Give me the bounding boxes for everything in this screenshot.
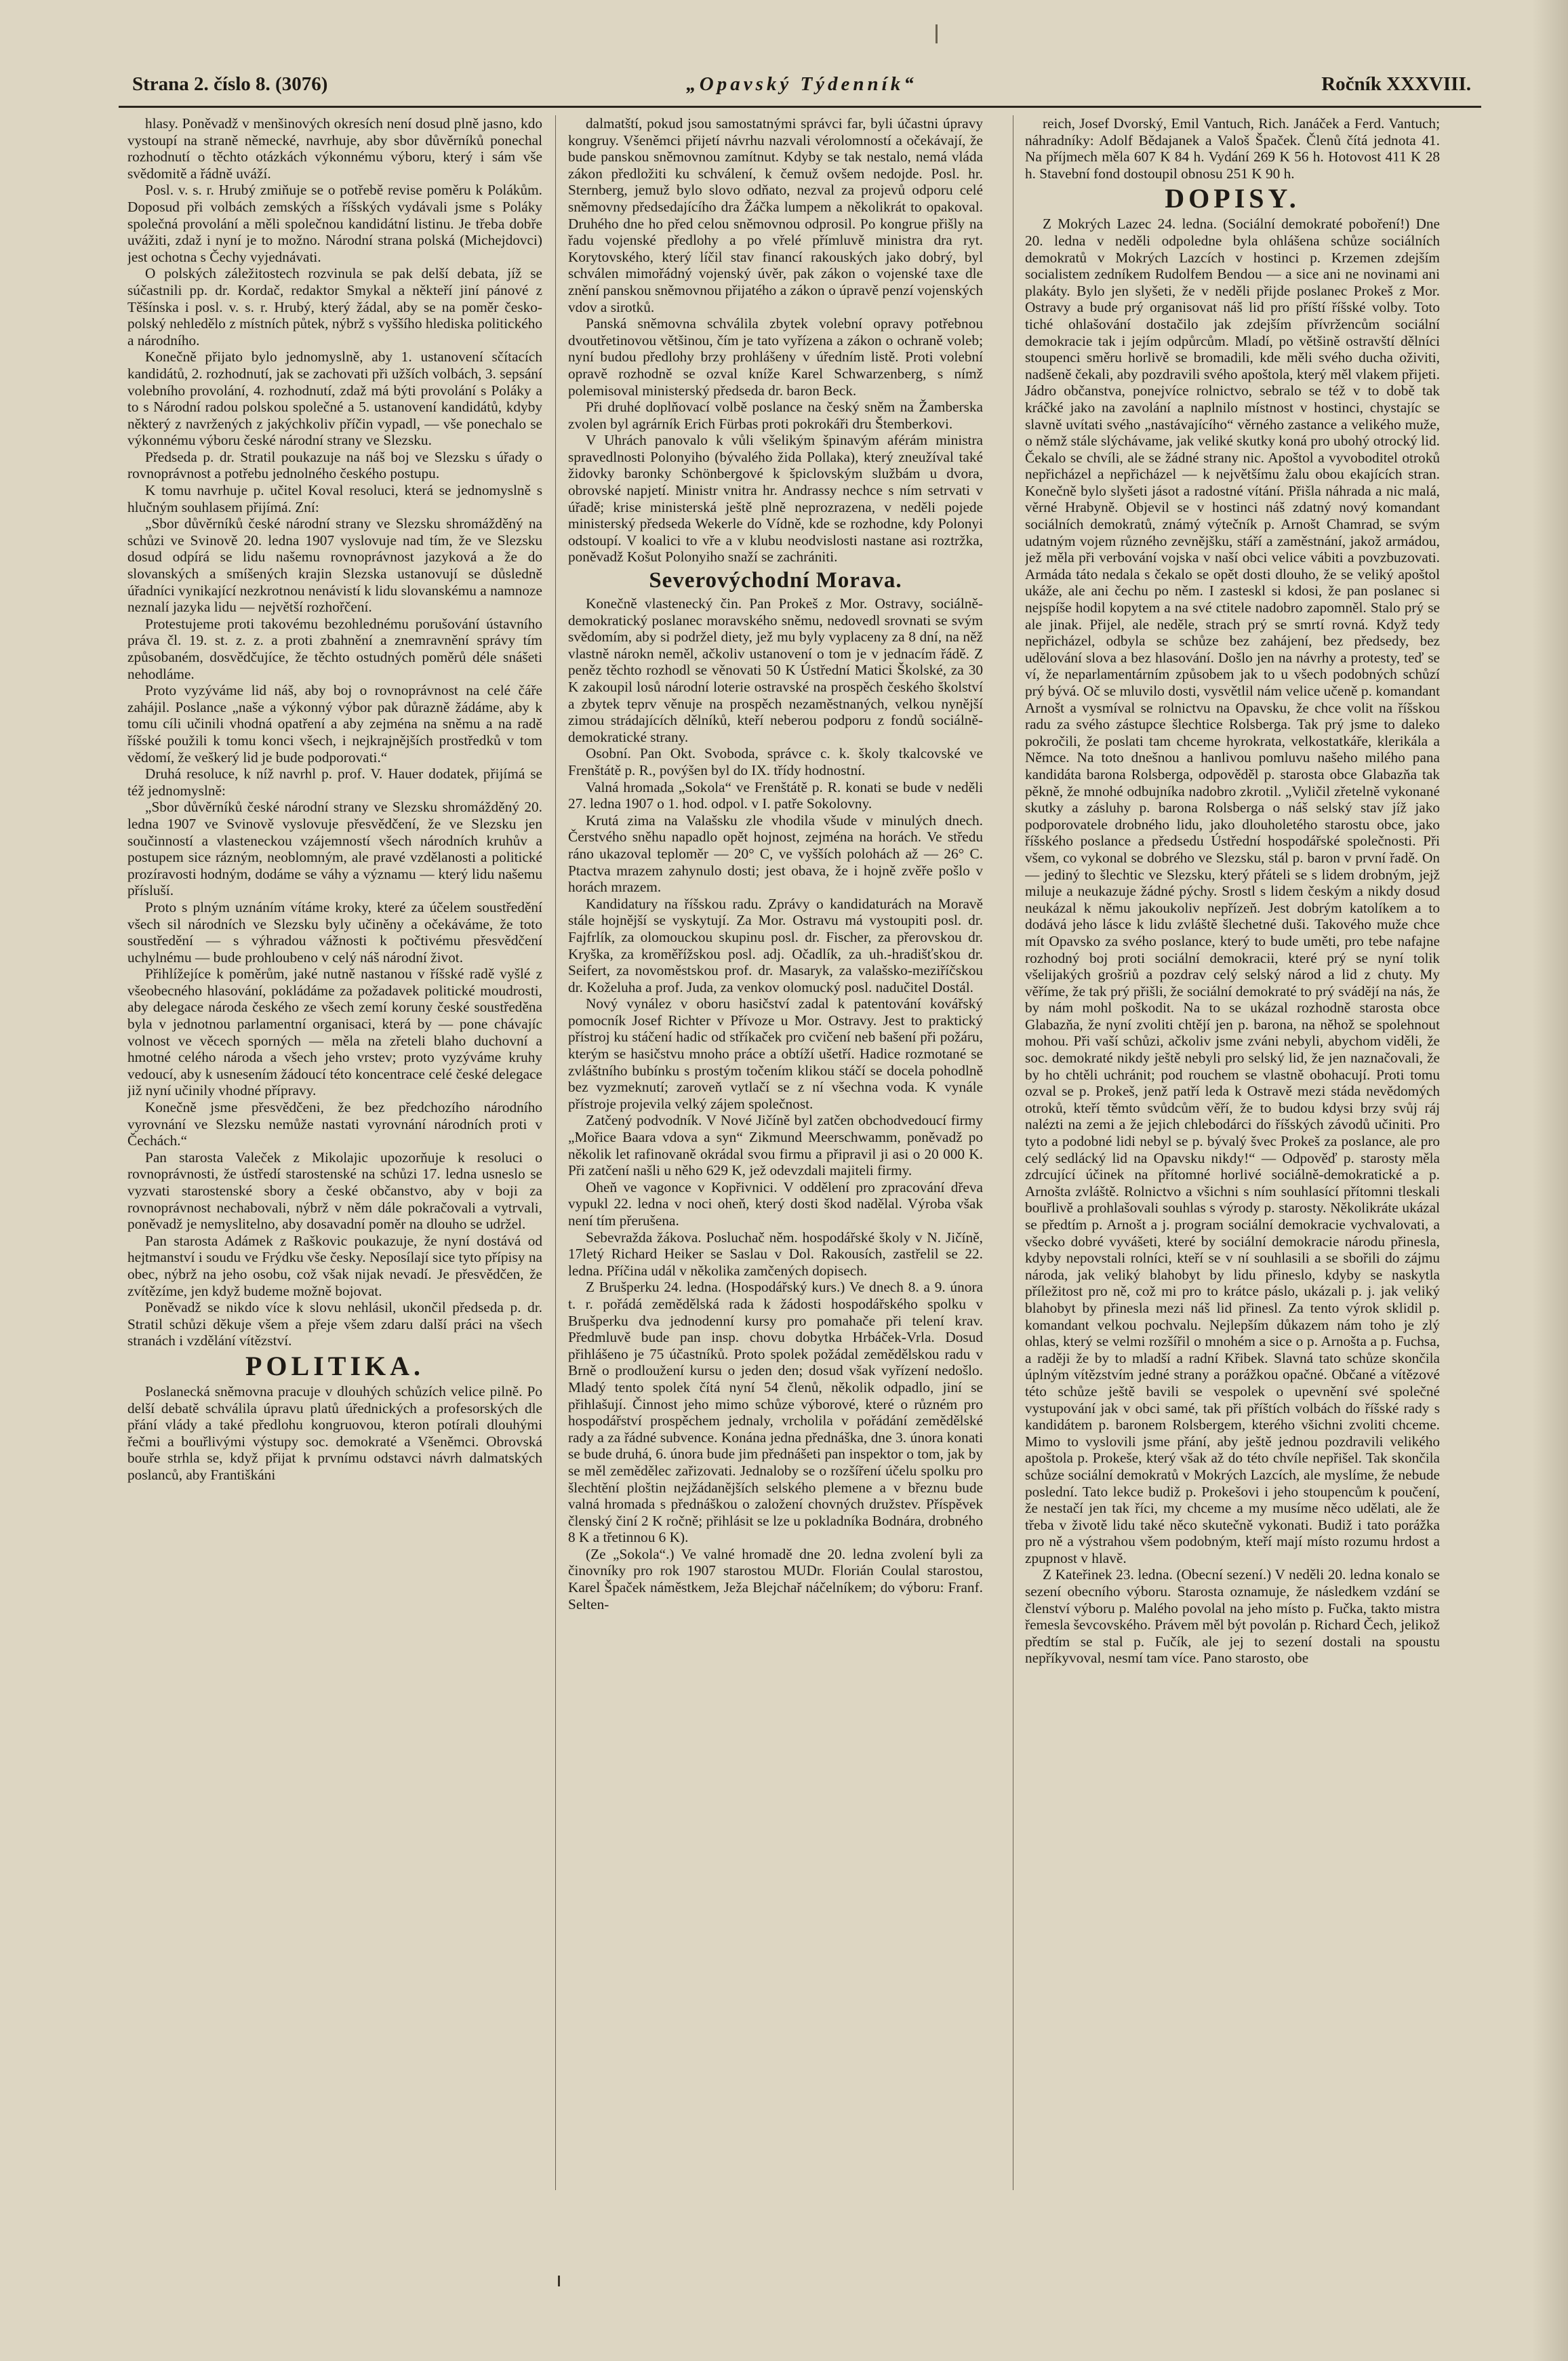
resolution-paragraph: Přihlížejíce k poměrům, jaké nutně nastanou v říšské radě vyšlé z všeobecného hlasování, pokládáme za požadavek politické moudrosti, aby delegace národa českého ze všech zemí koruny české soustředěna byla v jednotnou parlamentní organisaci, která by — pone chávajíc volnost ve věcech sporných — měla na zřeteli blaho duchovní a hmotné celého národa a všech jeho vrstev; proto vyzýváme kruhy vedoucí, aby k usnesením žádoucí této koncentrace celé české delegace již nyní učinily vhodné přípravy. xyxy=(127,966,542,1099)
paragraph: hlasy. Poněvadž v menšinových okresích není dosud plně jasno, kdo vystoupí na straně německé, navrhuje, aby sbor důvěrníků ponechal rozhodnutí o těchto otázkách výkonnému výboru, který i sám vše svědomitě a řádně uváží. xyxy=(127,115,542,182)
section-heading-politika: POLITIKA. xyxy=(245,1350,425,1381)
paragraph: dalmatští, pokud jsou samostatnými správci far, byli účastni úpravy kongruy. Všeněmci přijetí návrhu nazvali vérolomností a očekávají, že bude panskou sněmovnou zamítnut. Kdyby se tak nestalo, nemá vláda zákon předložiti ku schválení, k čemuž ovšem nedojde. Posl. hr. Sternberg, jemuž bylo slovo odňato, nezval za projevů odporu celé sněmovny předsedajícího dra Žáčka lumpem a několikrát to opakoval. Druhého dne ho před celou sněmovnou odprosil. Po kongrue přišly na řadu vojenské předlohy a po vřelé přímluvě ministra dra ryt. Korytovského, který líčil stav financí rakouských jako dobrý, byl schválen mimořádný vojenský úvěr, pak zákon o vojenské taxe dle znění panskou sněmovnou přijatého a zákon o úpravě penzí vojenských vdov a sirotků. xyxy=(568,115,983,315)
column-2 xyxy=(568,115,983,2210)
paragraph: V Uhrách panovalo k vůli všelikým špinavým aférám ministra spravedlnosti Polonyiho (bývalého žida Pollaka), který zneužíval také židovky baronky Schönbergové k špiclovským službám u dvora, obrovské napjetí. Ministr vnitra hr. Andrassy nechce s ním setrvati v úřadě; krise ministerská ještě plně neprozrazena, v neděli pojede ministerský předseda Wekerle do Vídně, kde se rozhodne, kdy Polonyi odstoupí. V koalici to vře a v klubu neodvislosti nastane asi roztržka, poněvadž Košut Polonyiho snaží se zachrániti. xyxy=(568,432,983,566)
resolution-paragraph: „Sbor důvěrníků české národní strany ve Slezsku shromážděný 20. ledna 1907 ve Svinově vyslovuje přesvědčení, že ve Slezsku jen součinností a vlasteneckou vzájemností všech národních kruhův a postupem sice rázným, neoblomným, ale pravé vzdělanosti a politické prozíravosti hodným, dodáme se váhy a významu — který lidu našemu přísluší. xyxy=(127,799,542,899)
paragraph: Posl. v. s. r. Hrubý zmiňuje se o potřebě revise poměru k Polákům. Doposud při volbách zemských a říšských vydávali jsme s Poláky společná provolání a měli společnou kandidátní listinu. Je třeba dobře uvážiti, zdaž i nyní je to možno. Národní strana polská (Michejdovci) jest ochotna s Čechy vyjednávati. xyxy=(127,182,542,265)
paragraph: K tomu navrhuje p. učitel Koval resoluci, která se jednomyslně s hlučným souhlasem přijímá. Zní: xyxy=(127,482,542,515)
letter-item: Z Kateřinek 23. ledna. (Obecní sezení.) V neděli 20. ledna konalo se sezení obecního výboru. Starosta oznamuje, že následkem vzdání se členství výboru p. Malého povolal na jeho místo p. Fučka, takto mistra řemesla ševcovského. Právem měl být povolán p. Richard Čech, jelikož předtím se stal p. Fučík, ale jej to sezení dostali na spoustu nepříkyvoval, nesmí tam více. Pano starosto, obe xyxy=(1025,1566,1440,1667)
volume-label: Ročník XXXVIII. xyxy=(1321,73,1471,95)
paragraph: Při druhé doplňovací volbě poslance na český sněm na Žamberska zvolen byl agrárník Erich Fürbas proti pokrokáři dru Štemberkovi. xyxy=(568,399,983,432)
news-item: Z Brušperku 24. ledna. (Hospodářský kurs.) Ve dnech 8. a 9. února t. r. pořádá zemědělská rada k žádosti hospodářského spolku v Brušperku dva jednodenní kursy pro pomahače při telení krav. Předmluvě bude pan insp. chovu dobytka Hrbáček-Vrla. Dosud přihlášeno je 75 účastníků. Proto spolek požádal zemědělskou radu v Brně o prodloužení kursu o jeden den; dosud však vyřízení nedošlo. Mladý tento spolek čítá nyní 54 členů, několik odpadlo, jiní se přihlašují. Činnost jeho mimo schůze výborové, které o různém pro hospodářství prospěchem jednaly, vrcholila v pořádání zemědělské rady a za řádné subvence. Konána jedna přednáška, dne 3. února konati se bude druhá, 6. února bude jim přednášeti pan inspektor o tom, jak by se měl zemědělec zařizovati. Jednaloby se o rozšíření účelu spolku pro šlechtění ploštin nejžádanějších selského plemene a v březnu bude valná hromada s přednáškou o založení chovných družstev. Příspěvek členský činí 2 K ročně; přihlásit se lze u pokladníka Bodnára, drobného 8 K a třetinnou 6 K). xyxy=(568,1279,983,1546)
paragraph: Předseda p. dr. Stratil poukazuje na náš boj ve Slezsku s úřady o rovnoprávnost a potřebu jednolného českého postupu. xyxy=(127,448,542,482)
column-1 xyxy=(127,115,542,2210)
news-item: Osobní. Pan Okt. Svoboda, správce c. k. školy tkalcovské ve Frenštátě p. R., povýšen byl do IX. třídy hodnostní. xyxy=(568,745,983,778)
news-item: Konečně vlastenecký čin. Pan Prokeš z Mor. Ostravy, sociálně-demokratický poslanec moravského sněmu, nedovedl srovnati se svým svědomím, aby si podržel diety, jež mu byly vyplaceny za 8 dní, na něž vlastně nárokn neměl, ačkoliv ustanovení o tom je v jednacím řádě. Z peněz těchto rozhodl se věnovati 50 K Ústřední Matici Školské, za 30 K zakoupil losů národní loterie ostravské na prospěch českého školství a zbytek teprv věnuje na prospěch nezaměstnaných, velkou nynější zimou strádajících dělníků, kteří neberou podporu z fondů sociálně-demokratické strany. xyxy=(568,595,983,745)
section-heading-dopisy: DOPISY. xyxy=(1165,183,1300,214)
print-mark xyxy=(936,24,938,43)
paragraph: Poněvadž se nikdo více k slovu nehlásil, ukončil předseda p. dr. Stratil schůzi děkuje všem a přeje všem zdaru další práci na všech stranách i vzdělání vítězství. xyxy=(127,1299,542,1349)
column-divider xyxy=(555,115,556,2190)
column-3 xyxy=(1025,115,1440,2210)
news-item: Oheň ve vagonce v Kopřivnici. V oddělení pro zpracování dřeva vypukl 22. ledna v noci oheň, který dosti škod nadělal. Výroba však není tím přerušena. xyxy=(568,1178,983,1229)
page-number: Strana 2. číslo 8. (3076) xyxy=(132,73,328,95)
news-item: (Ze „Sokola“.) Ve valné hromadě dne 20. ledna zvolení byli za činovníky pro rok 1907 starostou MUDr. Florián Coulal starostou, Karel Špaček náměstkem, Ježa Blejchař náčelníkem; do výboru: Franf. Selten- xyxy=(568,1545,983,1612)
paragraph: Poslanecká sněmovna pracuje v dlouhých schůzích velice pilně. Po delší debatě schválila úpravu platů úřednických a profesorských dle přání vlády a také předlohu kongruovou, kteron potírali dlouhými řečmi a bouřlivými výstupy soc. demokraté a Všeněmci. Obrovská bouře strhla se, když přijat k prvnímu odstavci návrh dalmatských poslanců, aby Františkáni xyxy=(127,1383,542,1483)
paragraph: Konečně přijato bylo jednomyslně, aby 1. ustanovení sčítacích kandidátů, 2. rozhodnutí, jak se zachovati při užších volbách, 3. sepsání volebního provolání, 4. rozhodnutí, zdaž má býti provolání s Poláky a to s Národní radou polskou společné a 5. ustanovení kandidátů, kdyby některý z navržených z jakýchkoliv příčin vypadl, — vše ponechalo se výkonnému výboru české národní strany ve Slezsku. xyxy=(127,349,542,449)
resolution-paragraph: Proto s plným uznáním vítáme kroky, které za účelem soustředění všech sil národních ve Slezsku byly učiněny a očekáváme, že toto soustředění — s výhradou vážnosti k počtivému přesvědčení uchylnému — bude prohloubeno v celý náš národní život. xyxy=(127,898,542,966)
header-rule xyxy=(119,106,1481,108)
section-heading-morava: Severovýchodní Morava. xyxy=(649,568,902,593)
print-mark xyxy=(558,2276,560,2286)
news-item: Sebevražda žákova. Posluchač něm. hospodářské školy v N. Jičíně, 17letý Richard Heiker se Saslau v Dol. Rakousích, zastřelil se 22. ledna. Příčina udál v několika zamčených dopisech. xyxy=(568,1229,983,1279)
resolution-paragraph: „Sbor důvěrníků české národní strany ve Slezsku shromážděný na schůzi ve Svinově 20. ledna 1907 vyslovuje nad tím, že ve Slezsku dosud odpírá se lidu našemu rovnoprávnost jazyková a že do slovanských a smíšených krajin Slezska ustanovují se důsledně úřadníci vynikající nezkrotnou nenávistí k lidu slovanskému a namnoze neznalí jazyka lidu — největší rozhořčení. xyxy=(127,515,542,616)
paragraph: Panská sněmovna schválila zbytek volební opravy potřebnou dvoutřetinovou většinou, čím je tato vyřízena a zákon o ochraně voleb; nyní budou předlohy brzy prohlášeny v úředním listě. Proti volební opravě rozhodně se ozval kníže Karel Schwarzenberg, s nímž polemisoval ministerský předseda dr. baron Beck. xyxy=(568,315,983,399)
paragraph: Druhá resoluce, k níž navrhl p. prof. V. Hauer dodatek, přijímá se též jednomyslně: xyxy=(127,766,542,799)
paragraph: Pan starosta Valeček z Mikolajic upozorňuje k resoluci o rovnoprávnosti, že ústředí starostenské na schůzi 17. ledna usneslo se vyzvati starostenské sbory a české občanstvo, aby v boji za rovnoprávnost nechabovali, nýbrž v něm dále pokračovali a vytrvali, poněvadž je nemyslitelno, aby dosavadní poměr na dlouho se udržel. xyxy=(127,1149,542,1233)
paragraph: reich, Josef Dvorský, Emil Vantuch, Rich. Janáček a Ferd. Vantuch; náhradníky: Adolf Bědajanek a Valoš Špaček. Členů čítá jednota 41. Na příjmech měla 607 K 84 h. Vydání 269 K 56 h. Hotovost 411 K 28 h. Stavební fond dostoupil obnosu 251 K 90 h. xyxy=(1025,115,1440,182)
news-item: Valná hromada „Sokola“ ve Frenštátě p. R. konati se bude v neděli 27. ledna 1907 o 1. hod. odpol. v I. patře Sokolovny. xyxy=(568,778,983,812)
paragraph: Pan starosta Adámek z Raškovic poukazuje, že nyní dostává od hejtmanství i soudu ve Frýdku vše česky. Neposílají sice tyto přípisy na obec, nýbrž na jeho osobu, což však nijak nevadí. Je přesvědčen, že zvítězíme, jen když budeme možně bojovat. xyxy=(127,1232,542,1299)
resolution-paragraph: Konečně jsme přesvědčeni, že bez předchozího národního vyrovnání ve Slezsku nemůže nastati vyrovnání národních proti v Čechách.“ xyxy=(127,1099,542,1149)
resolution-paragraph: Proto vyzýváme lid náš, aby boj o rovnoprávnost na celé čáře zahájil. Poslance „naše a výkonný výbor pak důrazně žádáme, aby k tomu cíli učinili vhodná opatření a aby zejména na sněmu a na radě říšské použili k tomu konci všech, i nejkrajnějších prostředků v tom vědomí, že veškerý lid je bude podporovati.“ xyxy=(127,682,542,766)
news-item: Nový vynález v oboru hasičství zadal k patentování kovářský pomocník Josef Richter v Přívoze u Mor. Ostravy. Jest to praktický přístroj ku stáčení hadic od stříkaček pro cvičení neb bašení při požáru, kterým se hasičstvu mnoho práce a obtíží ušetří. Hadice rozmotané se zvláštního bubínku s prostým točením klikou stáčí se docela pohodlně bez vyzmeknutí; zaroveň vytlačí se z ní všechna voda. K vynále přístroje projevila velký zájem společnost. xyxy=(568,995,983,1112)
paragraph: O polských záležitostech rozvinula se pak delší debata, jíž se súčastnili pp. dr. Kordač, redaktor Smykal a někteří jiní pánové z Těšínska i posl. v. s. r. Hrubý, který žádal, aby se na poměr česko-polský nehledělo z místních půtek, nýbrž s vyššího hlediska politického a národního. xyxy=(127,265,542,349)
resolution-paragraph: Protestujeme proti takovému bezohlednému porušování ústavního práva čl. 19. st. z. z. a proti zbahnění a znemravnění správy tím způsobaném, dosvědčujíce, že těchto ostudných poměrů déle snášeti nehodláme. xyxy=(127,615,542,682)
news-item: Zatčený podvodník. V Nové Jičíně byl zatčen obchodvedoucí firmy „Mořice Baara vdova a syn“ Zikmund Meerschwamm, poněvadž po několik let rafinovaně okrádal svou firmu a připravil ji asi o 20 000 K. Při zatčení našli u něho 629 K, jež odevzdali majiteli firmy. xyxy=(568,1112,983,1179)
news-item: Kandidatury na říšskou radu. Zprávy o kandidaturách na Moravě stále hojnější se vyskytují. Za Mor. Ostravu má vystoupiti posl. dr. Fajfrlík, za olomouckou skupinu posl. dr. Fischer, za přerovskou dr. Kryška, za kroměřížskou posl. adj. Očadlík, za uh.-hradišťskou dr. Seifert, za novoměstskou prof. dr. Masaryk, za valašsko-meziříčskou dr. Koželuha a prof. Juda, za venkov olomucký posl. nadučitel Dostál. xyxy=(568,895,983,995)
news-item: Krutá zima na Valašsku zle vhodila všude v minulých dnech. Čerstvého sněhu napadlo opět hojnost, zejména na horách. Ve středu ráno ukazoval teploměr — 20° C, ve vyšších polohách až — 26° C. Ptactva mrazem zahynulo dosti; jest obava, že i hojně zvěře pošlo v horách mrazem. xyxy=(568,812,983,896)
masthead-title: „Opavský Týdenník“ xyxy=(686,73,917,95)
letter-item: Z Mokrých Lazec 24. ledna. (Sociální demokraté poboření!) Dne 20. ledna v neděli odpoledne byla ohlášena schůze sociálních demokratů v Mokrých Lazcích v hostinci p. Krzemen zdejším socialistem zedníkem Rudolfem Bendou — a sice ani ne novinami ani plakáty. Bylo jen slyšeti, že v neděli přijde poslanec Prokeš z Mor. Ostravy a bude prý organisovat náš lid pro příští říšské volby. Toto tiché ohlašování dostačilo jak zdejším přívržencům sociální demokracie tak i jejím odpůrcům. Mladí, po většině ostravští dělníci stoupenci směru horlivě se bromadili, kde měli svého ducha oživiti, nadšeně čekali, aby pozdravili svého apoštola, který měl vlakem přijeti. Jádro občanstva, ponejvíce rolnictvo, sebralo se též v to době tak kráčké jako na zavolání a naplnilo místnost v hostinci, chystajíc se slavně uvítati svého „nastávajícího“ věrného zastance a velikého muže, o němž stále slýchávame, jak veliké skutky koná pro ubohý otrocký lid. Čekalo se chvíli, ale se žádné strany nic. Apoštol a vyvoboditel otroků nepřicházel a nepřicházel — k největšímu žalu obou ekajících stran. Konečně bylo slyšeti jásot a radostné vítání. Přišla náhrada a nic malá, věrné Hrabyně. Objevil se v hostinci náš zdatný nový komandant sociálních demokratů, známý výtečník p. Arnošt Chamrad, se svým udatným vojem různého zevnějšku, stáří a zaměstnání, jakož armádou, jež měla při verbování vojska v naší obci velice vábiti a povzbuzovati. Armáda táto nedala s čekalo se opět dosti dlouho, že se veliký apoštol ukáže, ale ani čechu po něm. I zasteskl si kdosi, že pan poslanec si nejspíše hodil kopytem a na své ctitele nadobro zapomněl. Stalo prý se ale jinak. Přijel, ale neděle, strach prý se smrtí rovná. Když tedy nepřicházel, odbyla se schůze bez zahájení, bez předsedy, bez udělování slova a bez hlasování. Došlo jen na návrhy a protesty, teď se ví, že neparlamentárním způsobem jak to u všech podobných schůzí prý bývá. Oč se mluvilo dosti, vysvětlil nám velice učeně p. komandant Arnošt a vysmíval se rolnictvu na Opavsku, že chce volit na říšskou radu za svého zástupce šlechtice Rolsberga. Tak prý jsme to daleko pokročili, že poslati tam chceme hyrokrata, velkostatkáře, klerikála a Němce. Na toto dnešnou a hanlivou pomluvu našeho milého pana kandidáta barona Rolsberga, odpověděl p. starosta obce Glabazňa tak pěkně, že mnohé odbujníka nadobro zkrotil. „Vyličil zřetelně vykonané skutky a zásluhy p. barona Rolsberga o náš selský stav jíž jako podporovatele drobného lidu, jako dlouholetého starostu obce, jako říšského poslance a předsedu Ústřední hospodářské společnosti. Při všem, co vykonal se dobrého ve Slezsku, stál p. baron v první řadě. On — jediný to šlechtic ve Slezsku, který přáteli se s lidem drobným, jejž miluje a neukazuje žádné pýchy. Srostl s lidem českým a nikdy dosud neukázal k němu jakoukoliv nepřízeň. Jest dobrým katolíkem a to dodává jeho lásce k lidu zvláště šlechetné duši. Takového muže chce mít Opavsko za svého poslance, který to bude uměti, pro tebe nafajne rozhodný boj proti sociální demokracii, které prý se nyní tolik všelijakých grošriů a pozdrav celý selský národ a lid z chuty. My věříme, že tak prý přišli, že sociální demokraté to prý svádějí na nás, že by nám mohl poškodit. Na to se ukázal rozhodně starosta obce Glabazňa, že nyní zvoliti chtějí jen p. barona, na něhož se spolehnout mohou. Při vaší schůzi, ačkoliv jsme zváni nebyli, abychom viděli, že soc. demokraté nikdy ještě nebyli pro selský lid, že jen naznačovali, že by ho chtěli uchránit; pod rouchem se vlastně obohacují. Proti tomu ozval se p. Prokeš, jenž patří leda k Ostravě mezi stáda nevědomých otroků, kteří těmto svůdcům věří, že to budou kdysi brzy svůj ráj nalézti na zemi a že jejich chlebodárci do říšských závodů učiniti. Pro tyto a podobné lidi nebyl se p. bývalý švec Prokeš za poslance, ale pro celý sedlácký lid na Opavsku nikdy!“ — Odpověď p. starosty měla zdrcující účinek na přítomné horlivé sociálně-demokratické a p. Arnošta zvláště. Rolnictvo a všichni s ním souhlasící přítomni tleskali bouřlivě a prohlašovali souhlas s výrody p. starosty. Několikráte ukázal se předtím p. Arnošt a j. program sociální demokracie vychvalovati, a všecko dobré vyvášeti, které by sociální demokracie národu přinesla, kdyby nepovstali rolníci, kteří se v ní souhlasili a se sbořili do zájmu národa, jak veliký blahobyt by lidu přineslo, kdyby se naskytla příležitost pro ně, což mi pro to krátce páslo, ukázali p. j. jak veliký blahobyt by přinesla mezi náš lid přinesl. Za tento výrok sklidil p. komandant velkou pochvalu. Nejlepším důkazem nám toho je zlý ohlas, který se velmi rozšířil o mnohém a sice o p. Arnošta a p. Fuchsa, a raději že by to mladší a radní Křibek. Slavná tato schůze skončila úplným vítězstvím jedné strany a porážkou opačné. Občané a vítězové této schůze ještě bavili se vespolek o upevnění své společné vystupování jak v obci samé, tak při příštích volbách do říšské rady s kandidátem p. baronem Rolsbergem, kterého všichni zvoliti chceme. Mimo to vyslovili jsme přání, aby ještě jednou pozdravili velikého apoštola p. Prokeše, který však až do této chvíle nepřišel. Tak skončila schůze sociální demokratů v Mokrých Lazcích, ale myslíme, že nebude poslední. Tato lekce budiž p. Prokešovi i jeho stoupencům k poučení, že nestačí jen tak říci, my chceme a my musíme něco udělati, ale že třeba v životě lidu také něco skutečně vykonati. Budiž i tato porážka pro ně a výstrahou všem podobným, kteří mají místo rozumu hrdost a zpupnost v hlavě. xyxy=(1025,216,1440,1566)
page-header xyxy=(132,73,1471,103)
page-edge-shadow xyxy=(1532,0,1568,2361)
